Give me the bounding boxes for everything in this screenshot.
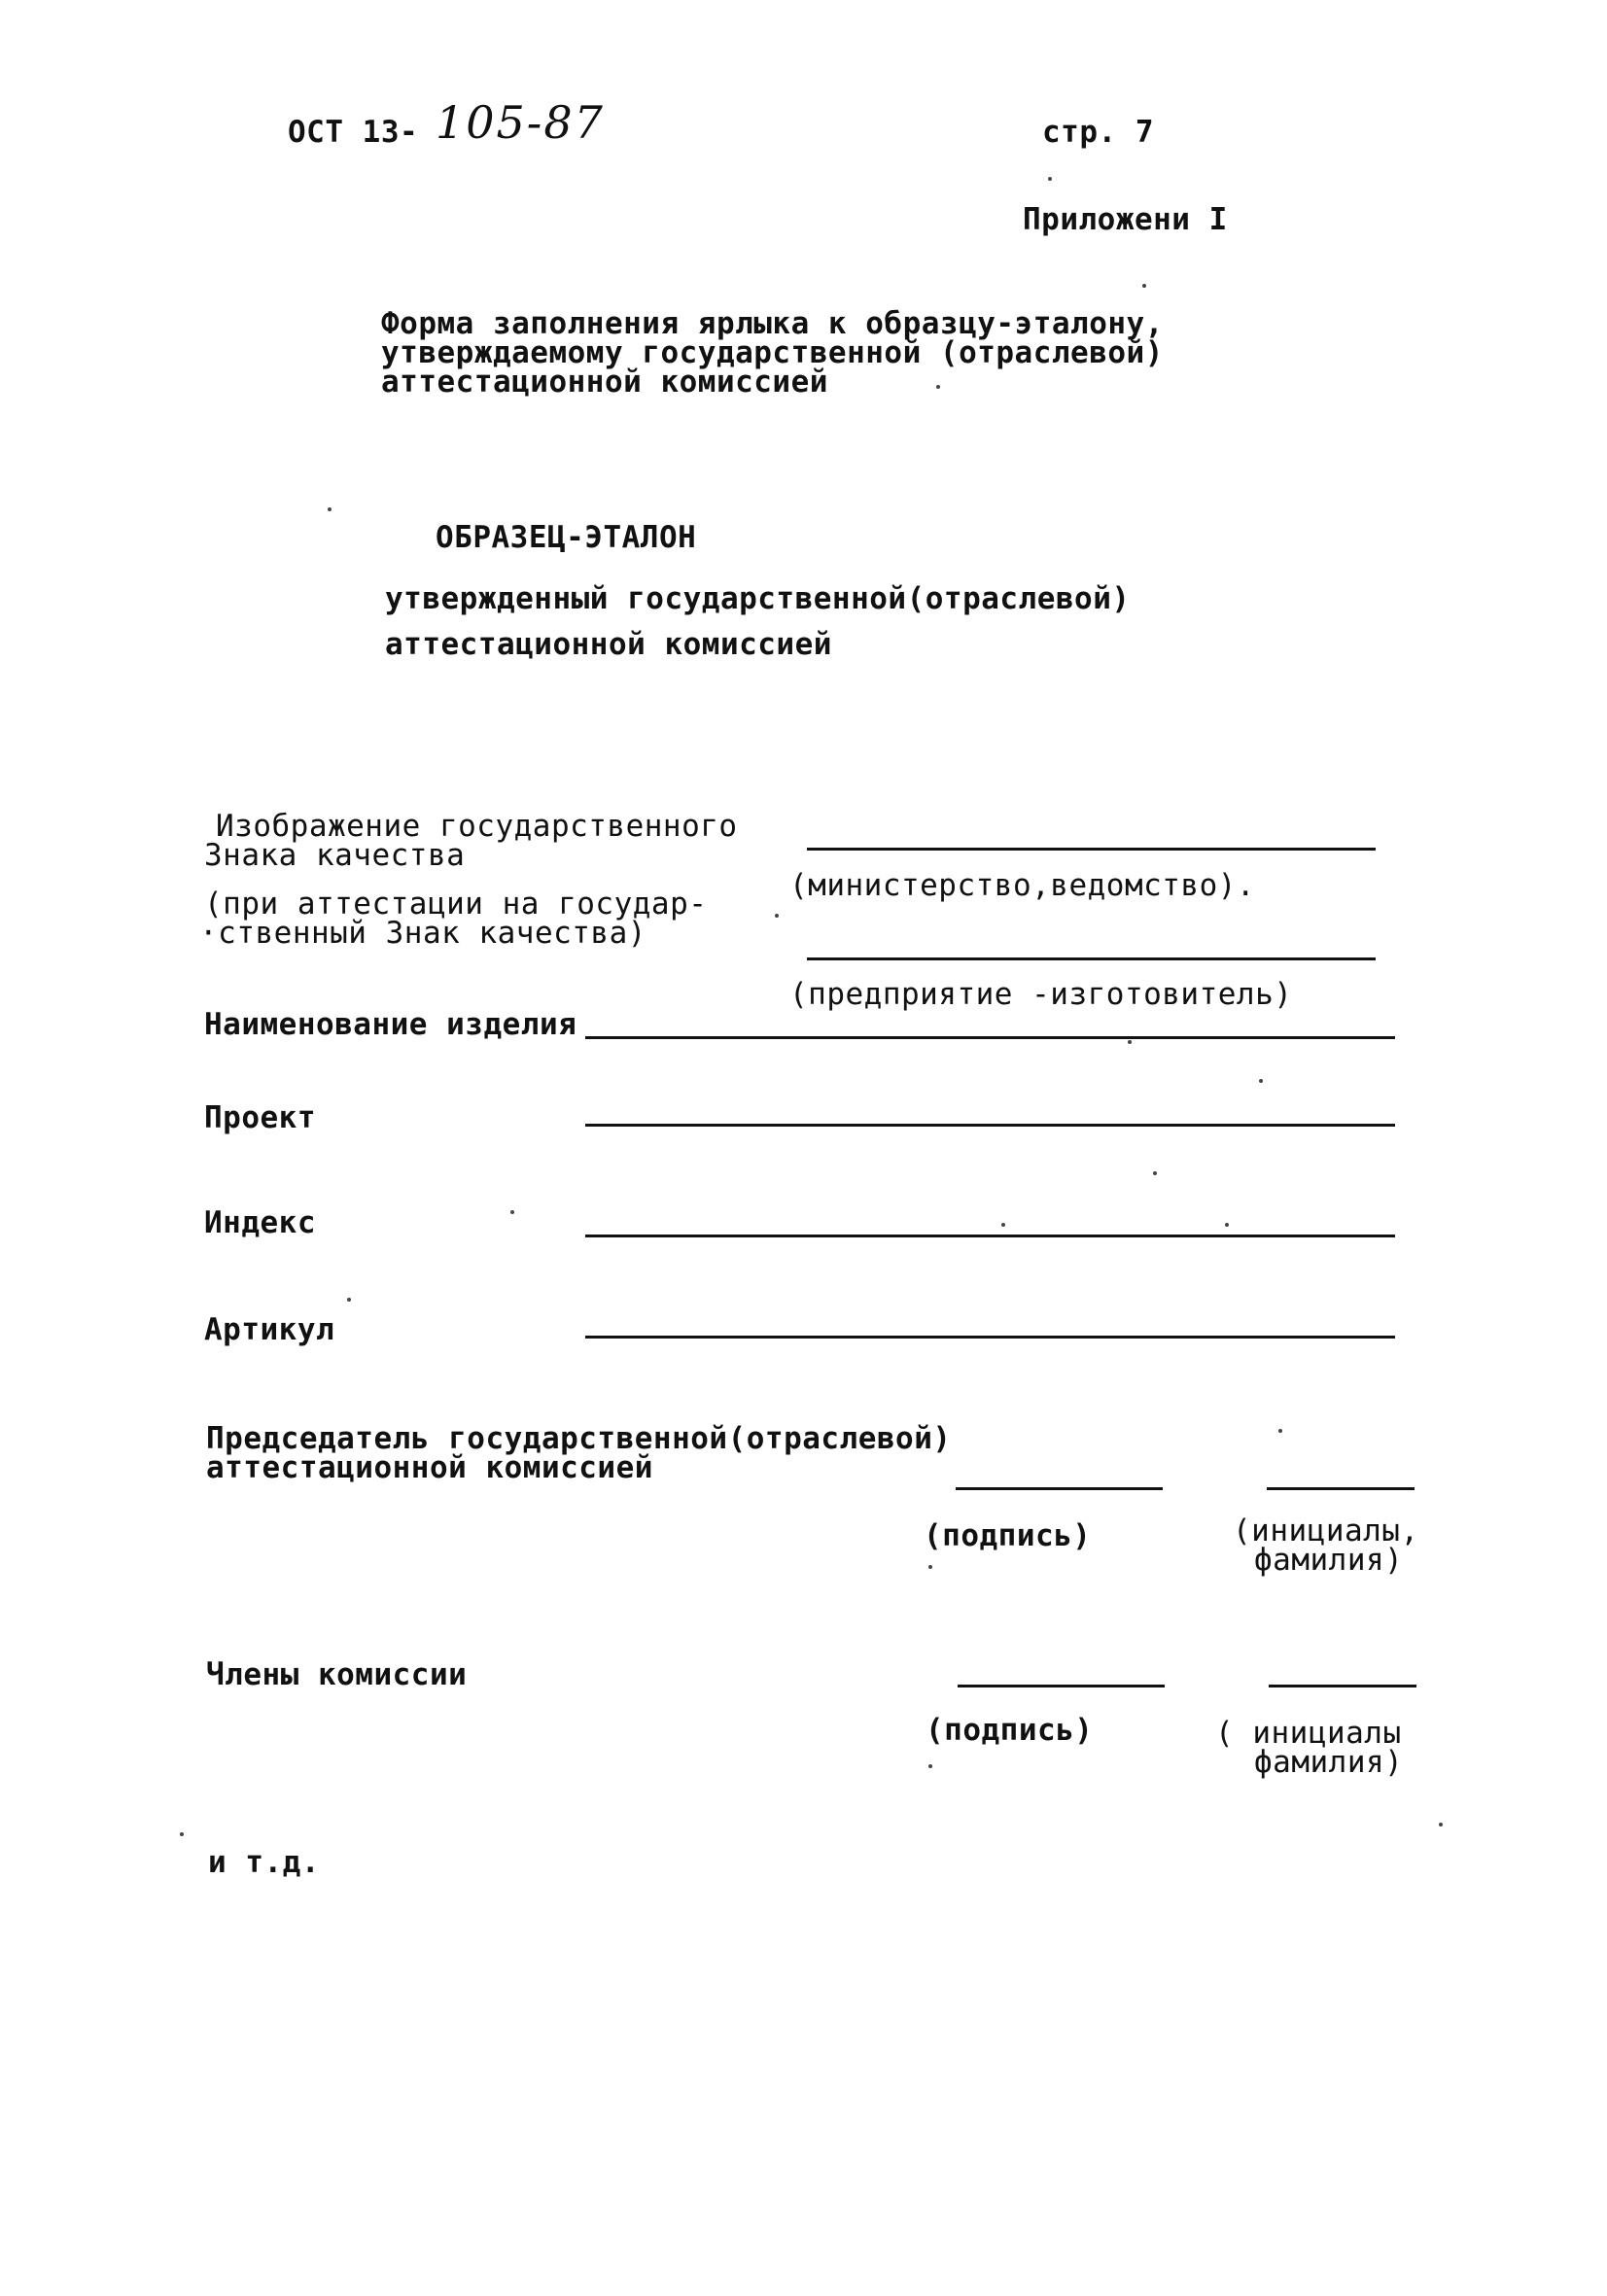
- quality-mark-note-1: (при аттестации на государ-: [204, 887, 708, 922]
- speck: [928, 1565, 932, 1569]
- field-line-product-name: [585, 1036, 1395, 1039]
- page-number: стр. 7: [1042, 115, 1154, 150]
- speck: [1225, 1223, 1229, 1227]
- ministry-caption: (министерство,ведомство).: [789, 868, 1256, 903]
- speck: [928, 1764, 932, 1768]
- speck: [1001, 1223, 1005, 1227]
- members-signature-caption: (подпись): [926, 1713, 1094, 1748]
- speck: [1259, 1079, 1263, 1083]
- sample-title: ОБРАЗЕЦ-ЭТАЛОН: [436, 520, 697, 555]
- speck: [180, 1832, 184, 1836]
- appendix-label: Приложени I: [1023, 202, 1228, 237]
- etc-note: и т.д.: [208, 1845, 320, 1880]
- intro-line-1: Форма заполнения ярлыка к образцу-эталону,: [381, 306, 1164, 341]
- field-line-article: [585, 1336, 1395, 1339]
- quality-mark-note-2: ·ственный Знак качества): [199, 916, 646, 951]
- chairman-line-2: аттестационной комиссией: [206, 1450, 653, 1485]
- members-signature-line: [958, 1685, 1165, 1687]
- quality-mark-line-2: Знака качества: [204, 838, 466, 873]
- approved-line-2: аттестационной комиссией: [385, 627, 832, 662]
- approved-line-1: утвержденный государственной(отраслевой): [385, 581, 1131, 616]
- speck: [1048, 177, 1052, 181]
- speck: [1439, 1823, 1443, 1826]
- speck: [1278, 1429, 1282, 1433]
- field-label-index: Индекс: [204, 1205, 316, 1240]
- chairman-name-caption-2: фамилия): [1254, 1543, 1404, 1578]
- quality-mark-line-1: Изображение государственного: [216, 809, 738, 844]
- members-name-caption-1: ( инициалы: [1215, 1716, 1402, 1751]
- doc-code-printed: ОСТ 13-: [288, 115, 419, 150]
- field-line-index: [585, 1235, 1395, 1237]
- doc-code-handwritten: 105-87: [436, 96, 605, 149]
- members-name-caption-2: фамилия): [1254, 1745, 1404, 1780]
- speck: [936, 385, 940, 389]
- speck: [1128, 1040, 1132, 1044]
- field-line-project: [585, 1124, 1395, 1127]
- speck: [328, 507, 332, 511]
- speck: [510, 1210, 514, 1214]
- manufacturer-line: [807, 957, 1376, 960]
- speck: [1153, 1171, 1157, 1175]
- intro-line-3: аттестационной комиссией: [381, 365, 828, 400]
- chairman-name-line: [1267, 1487, 1415, 1490]
- intro-line-2: утверждаемому государственной (отраслевой): [381, 335, 1164, 370]
- chairman-signature-line: [956, 1487, 1163, 1490]
- chairman-line-1: Председатель государственной(отраслевой): [206, 1421, 952, 1456]
- field-label-article: Артикул: [204, 1312, 335, 1347]
- members-label: Члены комиссии: [206, 1657, 468, 1692]
- chairman-name-caption-1: (инициалы,: [1233, 1513, 1419, 1548]
- speck: [347, 1298, 351, 1302]
- speck: [775, 914, 779, 918]
- field-label-project: Проект: [204, 1100, 316, 1135]
- members-name-line: [1269, 1685, 1416, 1687]
- ministry-line: [807, 848, 1376, 851]
- field-label-product-name: Наименование изделия: [204, 1007, 577, 1042]
- speck: [1142, 284, 1146, 288]
- chairman-signature-caption: (подпись): [924, 1518, 1092, 1553]
- manufacturer-caption: (предприятие -изготовитель): [789, 977, 1293, 1012]
